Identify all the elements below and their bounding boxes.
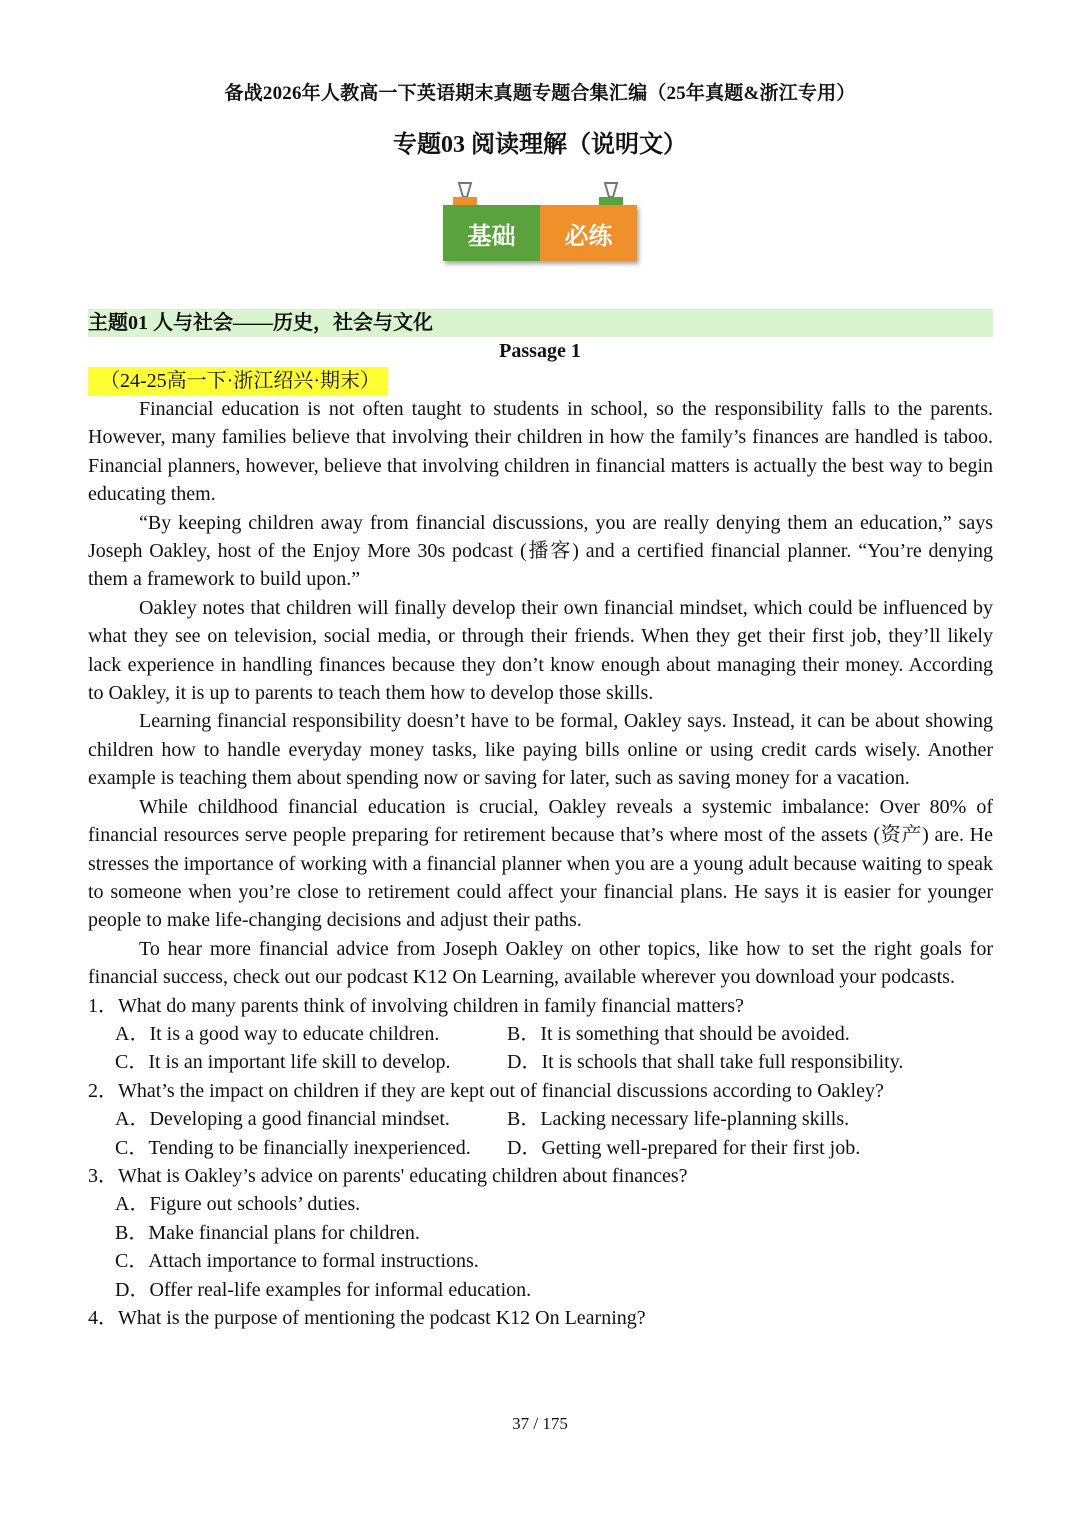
passage-title: Passage 1 bbox=[499, 340, 581, 362]
option-b: B．It is something that should be avoided. bbox=[507, 1022, 850, 1045]
option-row bbox=[88, 1219, 993, 1247]
paragraph: While childhood financial education is crucial, Oakley reveals a systemic imbalance: Over 80% of financial resources serve people preparing for retirement because that’s where most of the assets (资产) are. He stresses the importance of working with a financial planner when you are a young adult because waiting to speak to someone when you’re close to retirement could affect your financial plans. He says it is easier for younger people to make life-changing decisions and adjust their paths. bbox=[88, 795, 993, 932]
badge-right-label: 必练 bbox=[540, 205, 637, 261]
question-1 bbox=[88, 992, 993, 1077]
topic-title: 专题03 阅读理解（说明文） bbox=[393, 132, 687, 158]
question-4 bbox=[88, 1304, 993, 1332]
option-b: B．Lacking necessary life-planning skills. bbox=[507, 1108, 850, 1131]
option-d: D．Offer real-life examples for informal education. bbox=[115, 1278, 532, 1301]
page-number: 37 / 175 bbox=[512, 1414, 568, 1433]
question-2 bbox=[88, 1077, 993, 1162]
badge-left-label: 基础 bbox=[443, 205, 540, 261]
question-3 bbox=[88, 1162, 993, 1304]
option-d: D．It is schools that shall take full responsibility. bbox=[507, 1051, 904, 1074]
option-row bbox=[88, 1020, 993, 1048]
option-row bbox=[88, 1276, 993, 1304]
option-a: A．Figure out schools’ duties. bbox=[115, 1193, 361, 1216]
question-stem: 4．What is the purpose of mentioning the podcast K12 On Learning? bbox=[88, 1307, 646, 1329]
option-c: C．Tending to be financially inexperienced. bbox=[115, 1136, 471, 1159]
paragraph: To hear more financial advice from Joseph Oakley on other topics, like how to set the right goals for financial success, check out our podcast K12 On Learning, available wherever you download your podcasts. bbox=[88, 937, 993, 989]
option-row bbox=[88, 1048, 993, 1076]
question-stem: 1．What do many parents think of involving children in family financial matters? bbox=[88, 994, 744, 1017]
option-row bbox=[88, 1134, 993, 1162]
question-stem: 3．What is Oakley’s advice on parents' educating children about finances? bbox=[88, 1164, 688, 1187]
question-stem: 2．What’s the impact on children if they are kept out of financial discussions according to Oakley? bbox=[88, 1079, 884, 1102]
source-tag: （24-25高一下·浙江绍兴·期末） bbox=[88, 367, 388, 395]
paragraph: “By keeping children away from financial discussions, you are really denying them an education,” says Joseph Oakley, host of the Enjoy More 30s podcast (播客) and a certified financial planner. “You’re denying them a framework to build upon.” bbox=[88, 511, 993, 591]
option-a: A．It is a good way to educate children. bbox=[115, 1022, 440, 1045]
option-a: A．Developing a good financial mindset. bbox=[115, 1108, 450, 1131]
option-d: D．Getting well-prepared for their first job. bbox=[507, 1136, 861, 1159]
passage-body bbox=[88, 395, 993, 1332]
option-row bbox=[88, 1105, 993, 1133]
paragraph: Oakley notes that children will finally develop their own financial mindset, which could be influenced by what they see on television, social media, or through their friends. When they get their first job, they’ll likely lack experience in handling finances because they don’t know enough about managing their money. According to Oakley, it is up to parents to teach them how to develop those skills. bbox=[88, 596, 993, 705]
document-header-title: 备战2026年人教高一下英语期末真题专题合集汇编（25年真题&浙江专用） bbox=[224, 83, 856, 104]
paragraph: Financial education is not often taught to students in school, so the responsibility falls to the parents. However, many families believe that involving their children in how the family’s finances are handled is taboo. Financial planners, however, believe that involving children in financial matters is actually the best way to begin educating them. bbox=[88, 398, 993, 506]
option-b: B．Make financial plans for children. bbox=[115, 1221, 420, 1244]
option-row bbox=[88, 1190, 993, 1218]
option-c: C．Attach importance to formal instructions. bbox=[115, 1250, 479, 1273]
paragraph: Learning financial responsibility doesn’t have to be formal, Oakley says. Instead, it can be about showing children how to handle everyday money tasks, like paying bills online or using credit cards wisely. Another example is teaching them about spending now or saving for later, such as saving money for a vacation. bbox=[88, 710, 993, 790]
theme-heading: 主题01 人与社会——历史，社会与文化 bbox=[88, 309, 993, 337]
option-row bbox=[88, 1247, 993, 1275]
option-c: C．It is an important life skill to develop. bbox=[115, 1051, 451, 1074]
section-badge bbox=[443, 205, 637, 261]
